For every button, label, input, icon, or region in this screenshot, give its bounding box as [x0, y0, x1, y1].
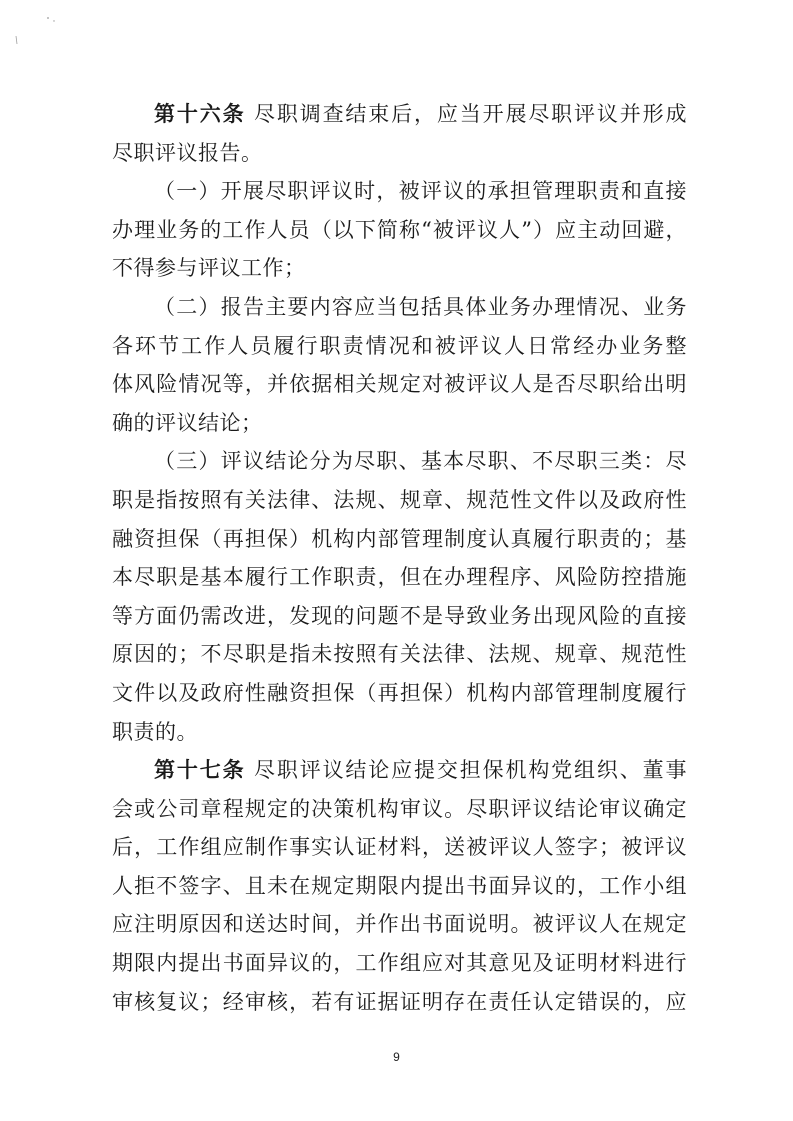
article17-line3: 后，工作组应制作事实认证材料，送被评议人签字；被评议: [112, 835, 687, 860]
body-text: [112, 95, 687, 1021]
article16-line1: [112, 95, 687, 134]
item3-line5: 等方面仍需改进，发现的问题不是导致业务出现风险的直接: [112, 603, 687, 628]
item1-line3: 不得参与评议工作；: [112, 256, 306, 281]
item3-line6: 原因的；不尽职是指未按照有关法律、法规、规章、规范性: [112, 642, 687, 667]
scan-specks: [8, 12, 68, 52]
article17-line2: 会或公司章程规定的决策机构审议。尽职评议结论审议确定: [112, 796, 687, 821]
article17-line4: 人拒不签字、且未在规定期限内提出书面异议的，工作小组: [112, 873, 687, 898]
article17-line7: 审核复议；经审核，若有证据证明存在责任认定错误的，应: [112, 989, 687, 1014]
item3-line8: 职责的。: [112, 719, 198, 744]
item2-line3: 体风险情况等，并依据相关规定对被评议人是否尽职给出明: [112, 372, 687, 397]
item2-line1: （二）报告主要内容应当包括具体业务办理情况、业务: [154, 294, 687, 319]
item3-line1: （三）评议结论分为尽职、基本尽职、不尽职三类：尽: [154, 449, 687, 474]
article16-line1-text: 尽职调查结束后，应当开展尽职评议并形成: [245, 102, 687, 126]
page-number: 9: [393, 1050, 400, 1064]
item3-line4: 本尽职是基本履行工作职责，但在办理程序、风险防控措施: [112, 565, 687, 590]
item2-line4: 确的评议结论；: [112, 410, 263, 435]
article17-line1: [112, 751, 687, 790]
item3-line2: 职是指按照有关法律、法规、规章、规范性文件以及政府性: [112, 487, 687, 512]
article17-line5: 应注明原因和送达时间，并作出书面说明。被评议人在规定: [112, 912, 687, 937]
article17-line1-text: 尽职评议结论应提交担保机构党组织、董事: [245, 758, 687, 783]
item2-line2: 各环节工作人员履行职责情况和被评议人日常经办业务整: [112, 333, 687, 358]
item3-line7: 文件以及政府性融资担保（再担保）机构内部管理制度履行: [112, 680, 687, 705]
item3-line3: 融资担保（再担保）机构内部管理制度认真履行职责的；基: [112, 526, 687, 551]
article16-heading: 第十六条: [154, 101, 246, 126]
item1-line2: 办理业务的工作人员（以下简称“被评议人”）应主动回避，: [112, 217, 687, 242]
article17-line6: 期限内提出书面异议的，工作组应对其意见及证明材料进行: [112, 951, 687, 976]
article17-heading: 第十七条: [154, 757, 246, 783]
article16-line2: 尽职评议报告。: [112, 140, 263, 165]
item1-line1: （一）开展尽职评议时，被评议的承担管理职责和直接: [154, 179, 687, 204]
